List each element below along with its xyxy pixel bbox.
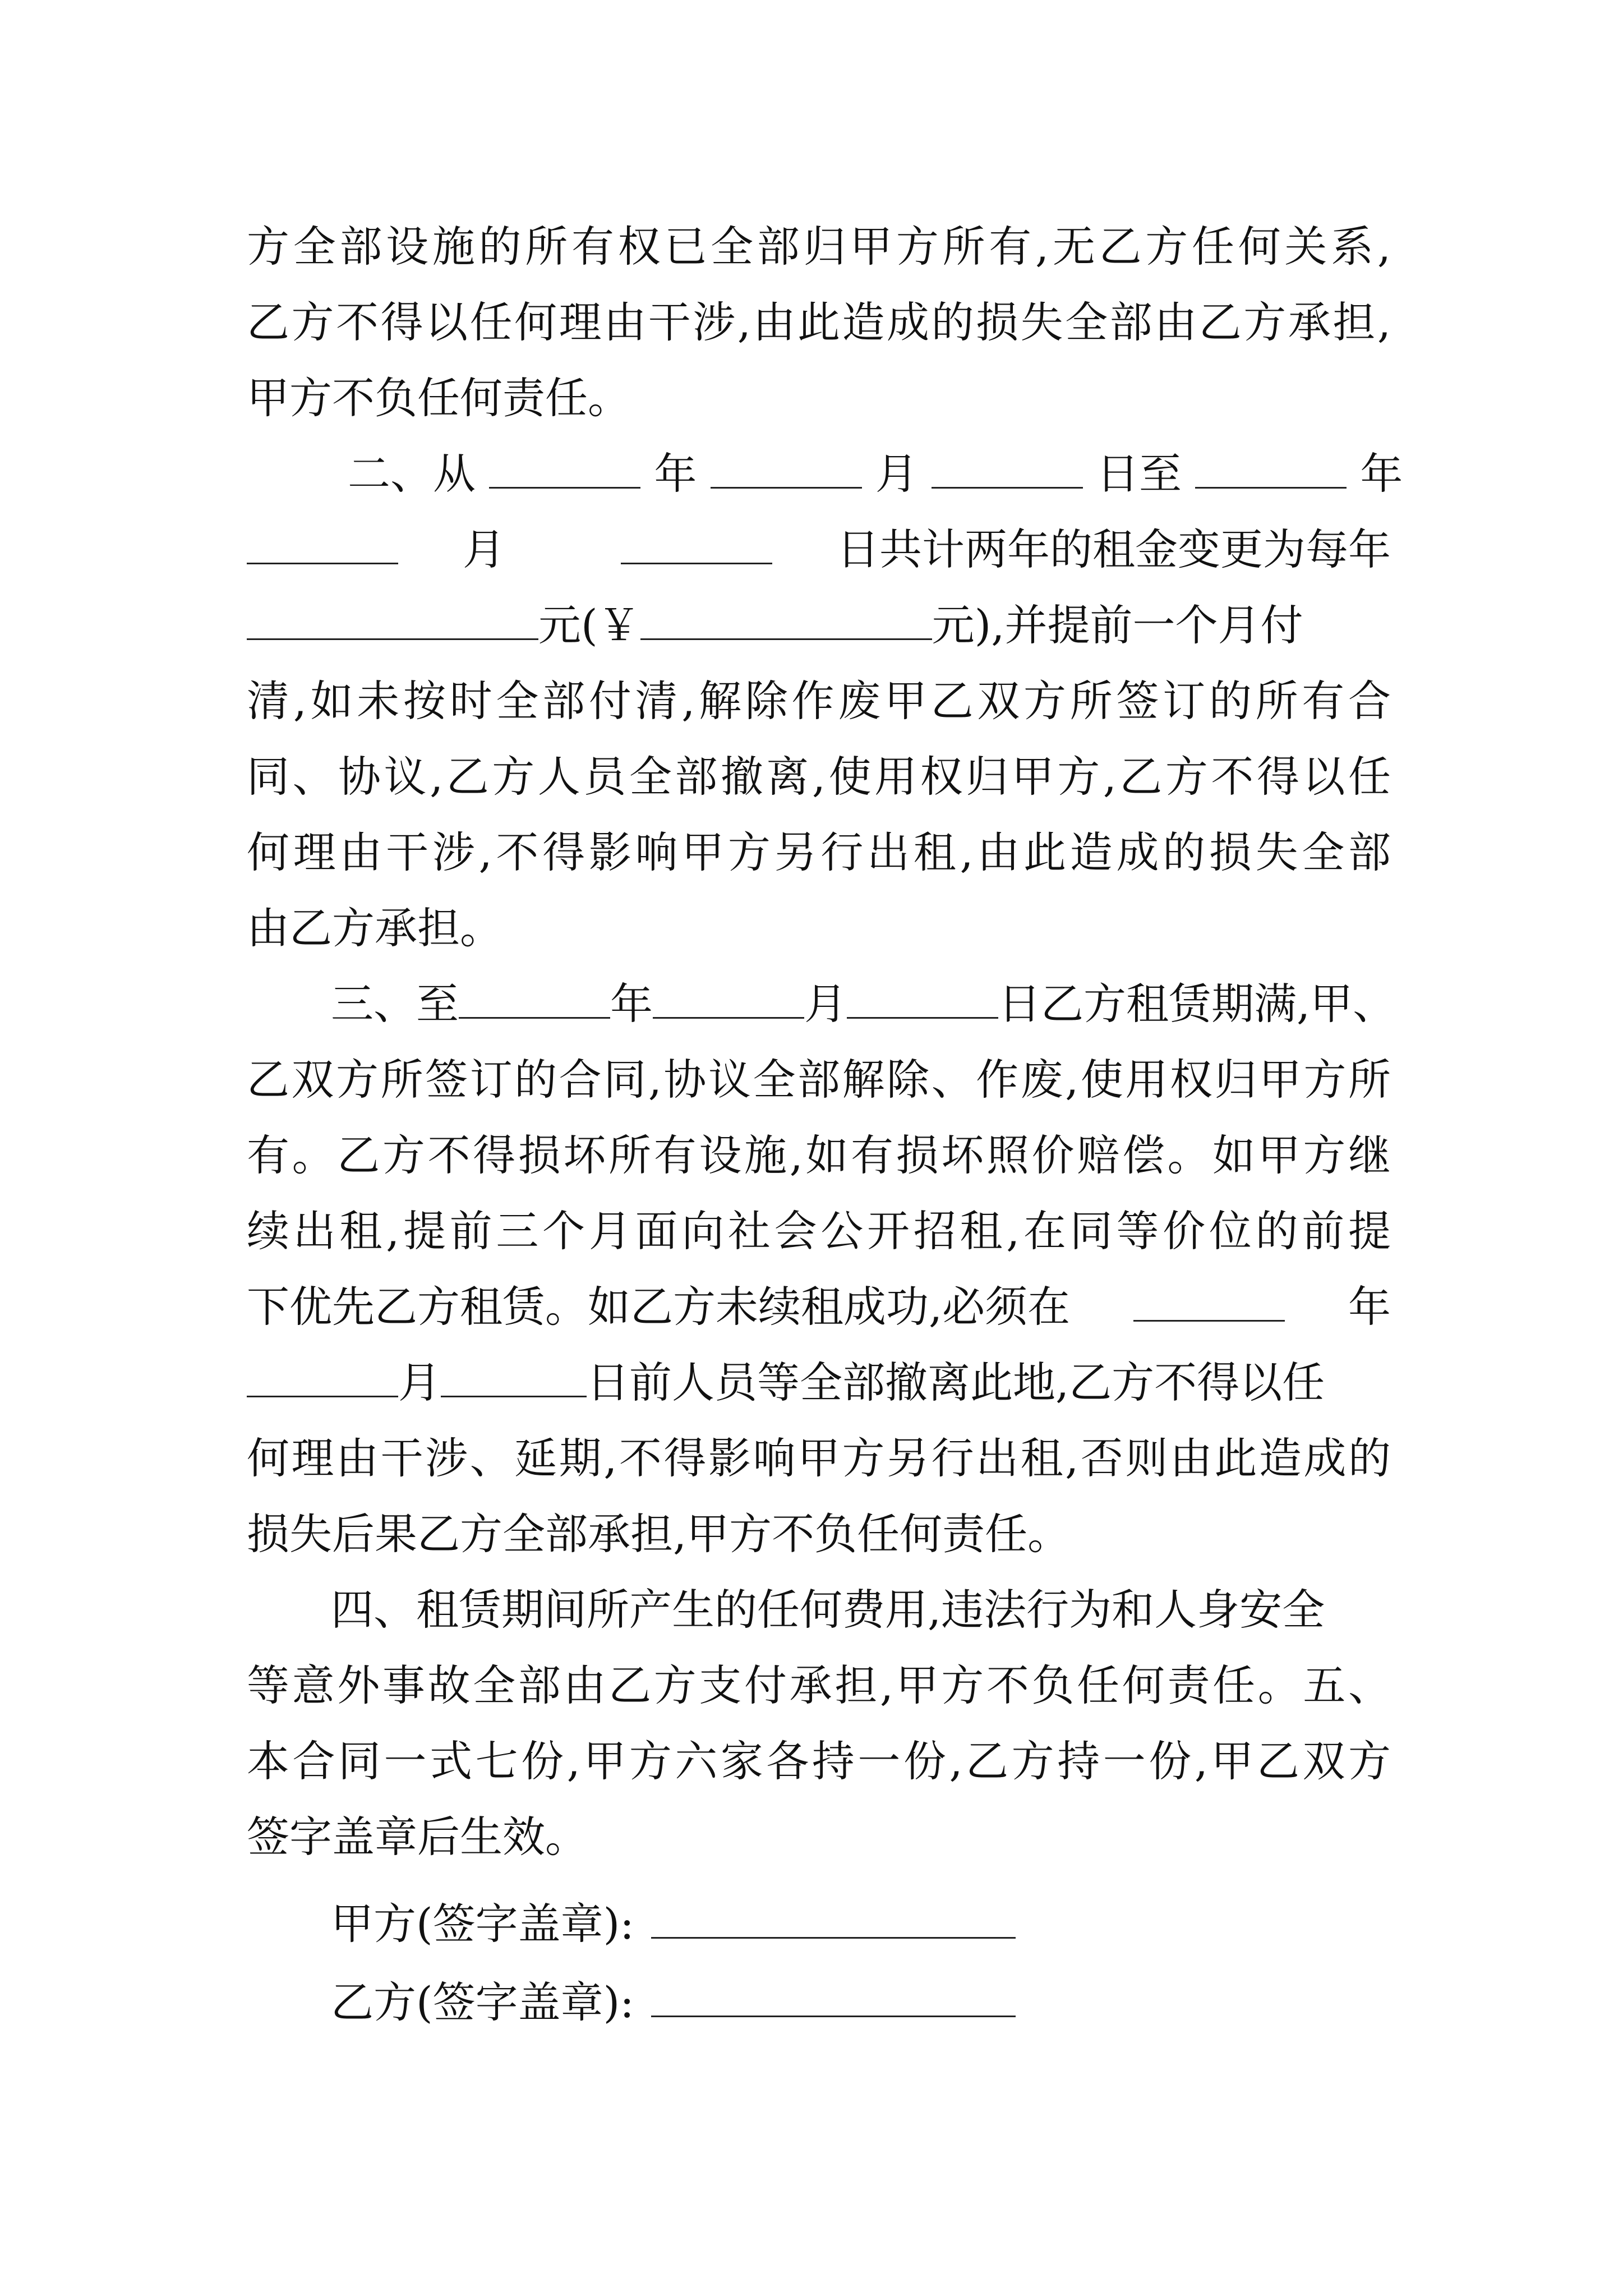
c3-line6-tail: 日前人员等全部撤离此地,乙方不得以任 <box>587 1358 1325 1407</box>
c3-line5-text: 下优先乙方租赁。如乙方未续租成功,必须在 <box>247 1282 1071 1332</box>
clause3-line4: 续出租,提前三个月面向社会公开招租,在同等价位的前提 <box>247 1206 1391 1256</box>
year-label: 年 <box>654 449 697 499</box>
c3-day-blank <box>847 980 998 1019</box>
c3-deadline-year-label: 年 <box>1348 1282 1391 1332</box>
party-b-signature-line <box>651 1978 1016 2017</box>
c3-year-blank <box>459 980 610 1019</box>
clause3-line1 <box>247 976 1396 1032</box>
c3-year-label: 年 <box>610 979 653 1029</box>
c3-month-label: 月 <box>804 979 847 1029</box>
day2-blank <box>621 526 772 564</box>
clause3-lead: 三、至 <box>331 979 459 1029</box>
amount-number-blank <box>640 601 932 640</box>
clause2-lead: 二、从 <box>348 449 476 499</box>
clause1-line3: 甲方不负任何责任。 <box>247 373 630 423</box>
c3-deadline-month-blank <box>247 1359 398 1397</box>
year2-label: 年 <box>1360 449 1403 499</box>
clause2-line5: 同、协议,乙方人员全部撤离,使用权归甲方,乙方不得以任 <box>247 752 1391 802</box>
clause2-line4: 清,如未按时全部付清,解除作废甲乙双方所签订的所有合 <box>247 676 1391 726</box>
clause2-line6: 何理由干涉,不得影响甲方另行出租,由此造成的损失全部 <box>247 827 1391 877</box>
clause2-line3 <box>247 597 1391 654</box>
signature-party-b <box>247 1975 1391 2031</box>
clause3-line6 <box>247 1355 1391 1411</box>
clause3-line2: 乙双方所签订的合同,协议全部解除、作废,使用权归甲方所 <box>247 1055 1391 1105</box>
party-b-label: 乙方(签字盖章): <box>331 1977 634 2027</box>
clause1-line1: 方全部设施的所有权已全部归甲方所有,无乙方任何关系, <box>247 222 1391 272</box>
party-a-label: 甲方(签字盖章): <box>331 1899 634 1949</box>
signature-party-a <box>247 1896 1391 1952</box>
year-blank <box>489 450 640 489</box>
day-blank <box>932 450 1083 489</box>
c3-deadline-month-label: 月 <box>398 1358 441 1407</box>
amount-words-blank <box>247 601 538 640</box>
clause3-line8: 损失后果乙方全部承担,甲方不负任何责任。 <box>247 1509 1071 1559</box>
clause1-line2: 乙方不得以任何理由干涉,由此造成的损失全部由乙方承担, <box>247 297 1391 347</box>
clause4-line1-text: 四、租赁期间所产生的任何费用,违法行为和人身安全 <box>331 1585 1325 1635</box>
clause4-line1 <box>247 1582 1391 1638</box>
clause4-line4: 签字盖章后生效。 <box>247 1812 588 1862</box>
rent-change-text: 日共计两年的租金变更为每年 <box>836 524 1391 574</box>
c3-deadline-day-blank <box>441 1359 587 1397</box>
clause3-line7: 何理由干涉、延期,不得影响甲方另行出租,否则由此造成的 <box>247 1433 1391 1483</box>
c3-line1-tail: 日乙方租赁期满,甲、 <box>998 979 1396 1029</box>
c3-month-blank <box>653 980 804 1019</box>
month2-label: 月 <box>463 524 556 574</box>
month-blank <box>711 450 862 489</box>
year2-blank <box>1195 450 1347 489</box>
day-to-label: 日至 <box>1096 449 1182 499</box>
party-a-signature-line <box>651 1900 1016 1939</box>
clause2-line2 <box>247 522 1391 578</box>
clause2-line1 <box>247 446 1403 502</box>
clause2-line7: 由乙方承担。 <box>247 903 502 953</box>
clause4-line2: 等意外事故全部由乙方支付承担,甲方不负任何责任。五、 <box>247 1660 1391 1710</box>
clause3-line3: 有。乙方不得损坏所有设施,如有损坏照价赔偿。如甲方继 <box>247 1130 1391 1180</box>
clause3-line5 <box>247 1279 1391 1335</box>
month-label: 月 <box>875 449 918 499</box>
yuan-tail: 元),并提前一个月付 <box>932 600 1303 650</box>
clause4-line3: 本合同一式七份,甲方六家各持一份,乙方持一份,甲乙双方 <box>247 1736 1391 1786</box>
yuan-label: 元(￥ <box>538 600 640 650</box>
c3-deadline-year-blank <box>1133 1283 1285 1322</box>
month2-blank <box>247 526 398 564</box>
